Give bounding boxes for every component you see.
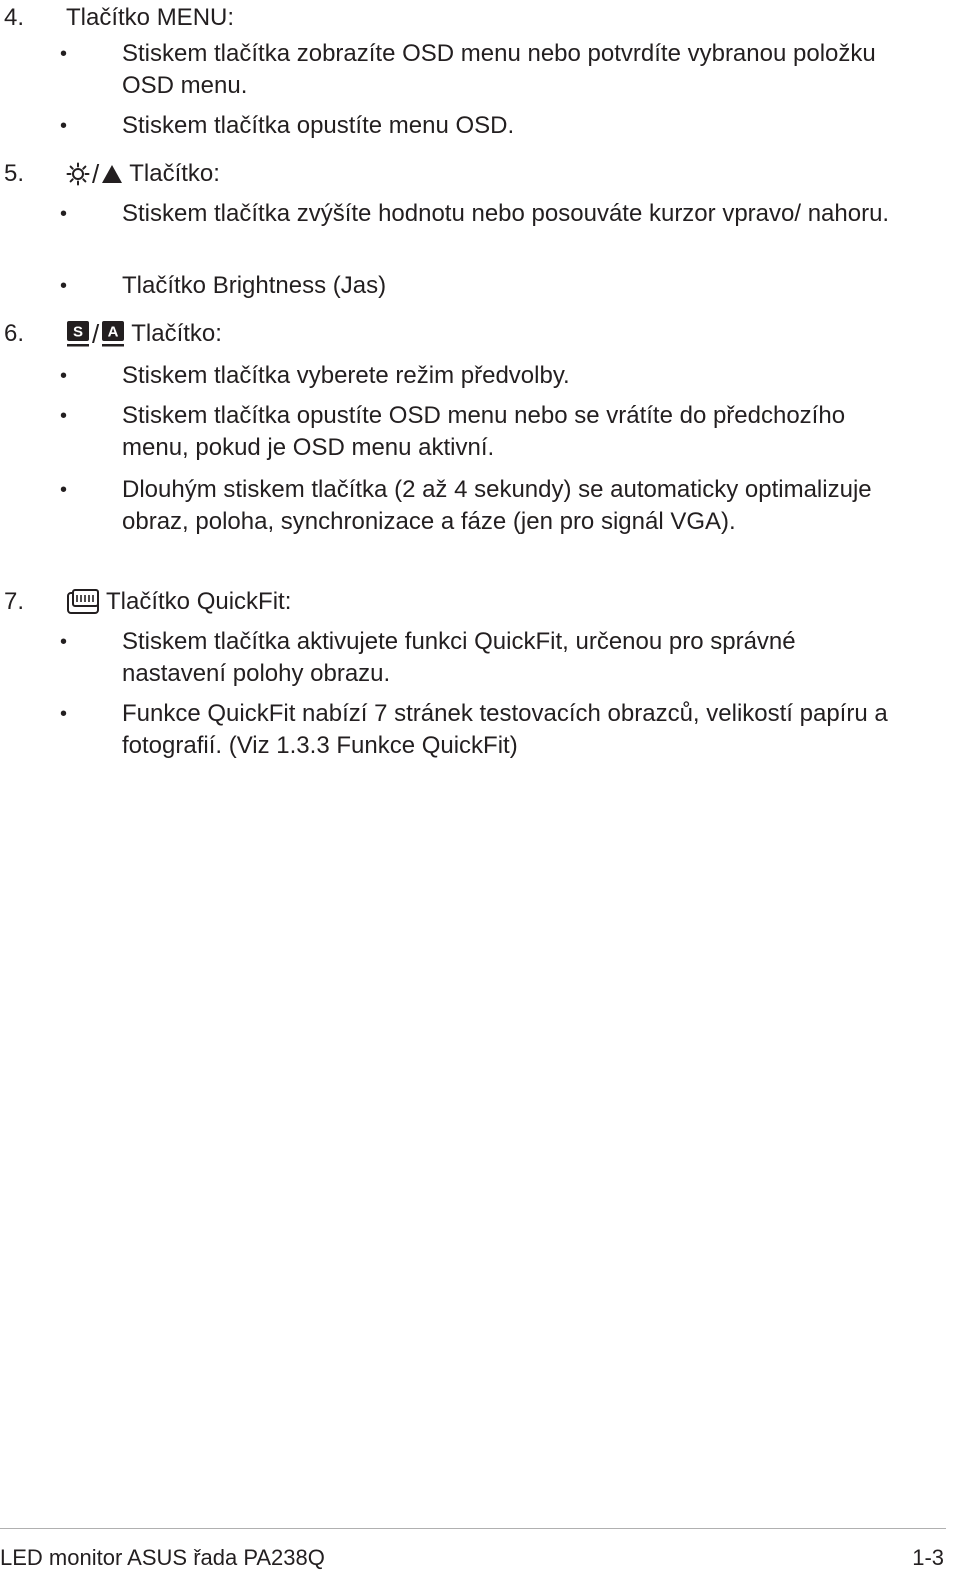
item-5-icons bbox=[66, 156, 123, 192]
footer-page-number: 1-3 bbox=[912, 1545, 944, 1570]
item-6-heading bbox=[0, 316, 222, 352]
bullet-text: Stiskem tlačítka opustíte menu OSD. bbox=[122, 112, 515, 139]
footer-product-name: LED monitor ASUS řada PA238Q bbox=[0, 1545, 325, 1570]
bullet-dot: • bbox=[60, 43, 68, 65]
bullet-text: Stiskem tlačítka vyberete režim předvolby. bbox=[122, 362, 570, 389]
item-number: 7. bbox=[4, 588, 25, 615]
bullet-dot: • bbox=[60, 275, 68, 297]
bullet-text: Stiskem tlačítka zvýšíte hodnotu nebo posouváte kurzor vpravo/ nahoru. bbox=[122, 200, 890, 227]
bullet-text: Stiskem tlačítka zobrazíte OSD menu nebo potvrdíte vybranou položku OSD menu. bbox=[122, 40, 876, 99]
item-4-heading bbox=[0, 0, 234, 36]
bullet-dot: • bbox=[60, 365, 68, 387]
bullet-text: Stiskem tlačítka opustíte OSD menu nebo se vrátíte do předchozího menu, pokud je OSD menu aktivní. bbox=[122, 402, 846, 461]
item-title: Tlačítko QuickFit: bbox=[106, 588, 292, 615]
svg-text:A: A bbox=[107, 323, 119, 341]
item-7-icons bbox=[66, 589, 100, 615]
svg-text:S: S bbox=[72, 323, 84, 341]
bullet-dot: • bbox=[60, 479, 68, 501]
footer-divider bbox=[0, 1528, 946, 1529]
icon-separator: / bbox=[92, 159, 100, 189]
item-7-heading bbox=[0, 584, 291, 620]
item-title: Tlačítko: bbox=[131, 320, 222, 347]
item-5-heading bbox=[0, 156, 220, 192]
bullet-dot: • bbox=[60, 115, 68, 137]
s-mode-icon bbox=[66, 320, 90, 348]
icon-separator: / bbox=[92, 319, 100, 349]
quickfit-icon bbox=[66, 589, 100, 615]
auto-icon bbox=[101, 320, 125, 348]
item-number: 4. bbox=[4, 4, 25, 31]
bullet-dot: • bbox=[60, 203, 68, 225]
bullet-text: Dlouhým stiskem tlačítka (2 až 4 sekundy) se automaticky optimalizuje obraz, poloha, synchronizace a fáze (jen pro signál VGA). bbox=[122, 476, 872, 535]
item-number: 6. bbox=[4, 320, 25, 347]
bullet-dot: • bbox=[60, 405, 68, 427]
bullet-dot: • bbox=[60, 703, 68, 725]
item-title: Tlačítko MENU: bbox=[66, 4, 235, 31]
bullet-text: Funkce QuickFit nabízí 7 stránek testovacích obrazců, velikostí papíru a fotografií. (Viz 1.3.3 Funkce QuickFit) bbox=[122, 700, 888, 759]
bullet-dot: • bbox=[60, 631, 68, 653]
item-6-icons bbox=[66, 316, 125, 352]
item-number: 5. bbox=[4, 160, 25, 187]
item-title: Tlačítko: bbox=[129, 160, 220, 187]
bullet-text: Stiskem tlačítka aktivujete funkci QuickFit, určenou pro správné nastavení polohy obrazu. bbox=[122, 628, 796, 687]
up-triangle-icon bbox=[101, 163, 123, 185]
bullet-text: Tlačítko Brightness (Jas) bbox=[122, 272, 387, 299]
brightness-icon bbox=[66, 162, 90, 186]
